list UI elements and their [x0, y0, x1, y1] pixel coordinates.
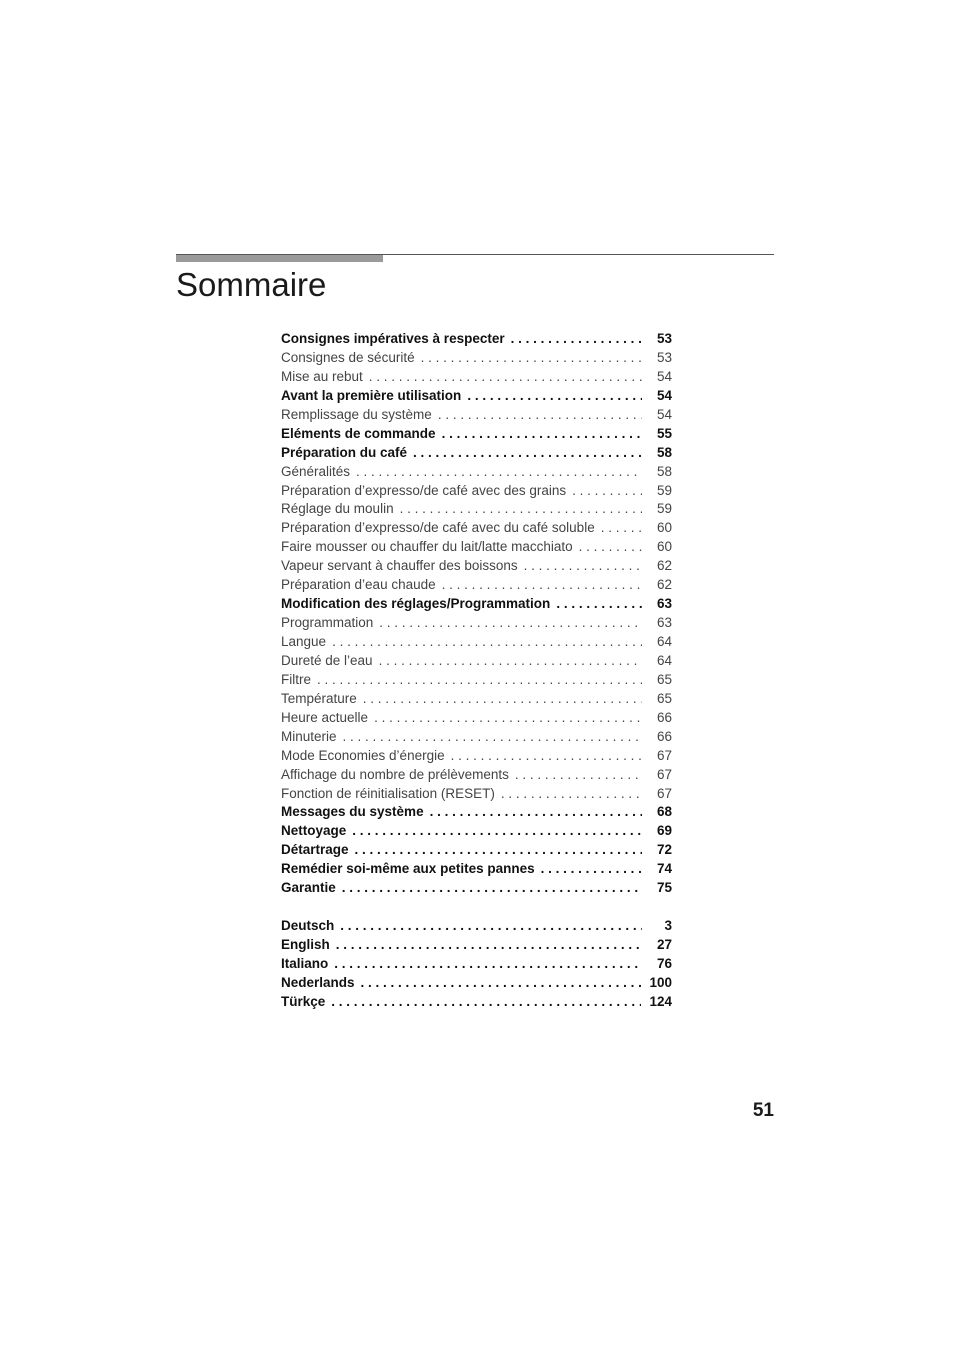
toc-dot-leader	[352, 822, 642, 841]
toc-entry[interactable]	[281, 917, 672, 936]
toc-entry[interactable]	[281, 879, 672, 898]
toc-entry[interactable]	[281, 936, 672, 955]
toc-entry-page: 3	[664, 918, 672, 934]
toc-dot-leader	[334, 955, 642, 974]
toc-entry[interactable]	[281, 841, 672, 860]
toc-entry-page: 69	[656, 823, 672, 839]
toc-dot-leader	[343, 728, 642, 747]
toc-entry[interactable]	[281, 425, 672, 444]
toc-entry-page: 54	[656, 387, 672, 403]
toc-entry-label: Garantie	[281, 880, 336, 896]
toc-entry-page: 63	[656, 596, 672, 612]
toc-dot-leader	[467, 387, 642, 406]
toc-entry-page: 62	[656, 577, 672, 593]
toc-entry[interactable]	[281, 614, 672, 633]
toc-dot-leader	[541, 860, 642, 879]
toc-entry-page: 59	[656, 501, 672, 517]
header-accent-bar	[176, 255, 383, 262]
toc-entry-page: 53	[656, 331, 672, 346]
toc-entry-label: Remplissage du système	[281, 406, 432, 422]
toc-dot-leader	[413, 444, 642, 463]
toc-entry-page: 64	[656, 634, 672, 649]
toc-entry-page: 54	[656, 368, 672, 384]
toc-entry-label: Mode Economies d’énergie	[281, 747, 445, 763]
toc-entry[interactable]	[281, 803, 672, 822]
page-number: 51	[752, 1100, 774, 1121]
toc-dot-leader	[379, 614, 642, 633]
toc-entry[interactable]	[281, 671, 672, 690]
toc-entry-page: 58	[656, 444, 672, 460]
toc-entry-label: Préparation d’expresso/de café avec du café soluble	[281, 520, 595, 536]
toc-entry-page: 63	[656, 615, 672, 631]
toc-entry-label: Programmation	[281, 615, 374, 631]
toc-entry-label: Filtre	[281, 671, 311, 687]
toc-entry[interactable]	[281, 519, 672, 538]
toc-dot-leader	[442, 425, 642, 444]
toc-entry-page: 60	[656, 520, 672, 536]
toc-entry-label: Langue	[281, 634, 327, 649]
toc-entry-page: 66	[656, 709, 672, 725]
toc-entry-label: Affichage du nombre de prélèvements	[281, 766, 509, 782]
toc-entry[interactable]	[281, 463, 672, 482]
toc-entry-label: Deutsch	[281, 918, 335, 934]
toc-entry[interactable]	[281, 482, 672, 501]
toc-entry-page: 60	[656, 539, 672, 555]
toc-dot-leader	[400, 500, 642, 519]
toc-entry-page: 67	[656, 766, 672, 782]
toc-dot-leader	[442, 576, 642, 595]
toc-entry-label: Réglage du moulin	[281, 501, 394, 517]
toc-entry-page: 59	[656, 482, 672, 498]
toc-entry-page: 55	[656, 425, 672, 441]
toc-entry-label: Température	[281, 690, 357, 706]
toc-dot-leader	[361, 974, 642, 993]
toc-dot-leader	[515, 766, 642, 785]
toc-entry-label: Fonction de réinitialisation (RESET)	[281, 785, 495, 801]
toc-entry[interactable]	[281, 576, 672, 595]
page-title: Sommaire	[176, 266, 327, 303]
toc-entry-label: Eléments de commande	[281, 425, 436, 441]
toc-entry-page: 68	[656, 804, 672, 820]
toc-entry[interactable]	[281, 690, 672, 709]
toc-entry-label: Mise au rebut	[281, 368, 363, 384]
toc-entry[interactable]	[281, 652, 672, 671]
toc-entry-label: Türkçe	[281, 993, 326, 1009]
toc-dot-leader	[601, 519, 642, 538]
toc-entry[interactable]	[281, 993, 672, 1012]
toc-dot-leader	[340, 917, 642, 936]
toc-entry-page: 27	[656, 937, 672, 952]
toc-dot-leader	[438, 406, 642, 425]
toc-entry-label: Remédier soi-même aux petites pannes	[281, 861, 535, 877]
toc-entry-label: Détartrage	[281, 842, 349, 858]
toc-entry-page: 65	[656, 671, 672, 687]
toc-entry-page: 62	[656, 558, 672, 574]
toc-entry-page: 65	[656, 690, 672, 706]
toc-entry-page: 58	[656, 463, 672, 479]
toc-entry[interactable]	[281, 747, 672, 766]
toc-entry-page: 76	[656, 955, 672, 971]
toc-entry[interactable]	[281, 633, 672, 652]
toc-dot-leader	[511, 330, 642, 349]
toc-entry[interactable]	[281, 406, 672, 425]
toc-entry[interactable]	[281, 595, 672, 614]
toc-dot-leader	[332, 633, 642, 652]
toc-dot-leader	[421, 349, 642, 368]
toc-entry-label: Minuterie	[281, 728, 337, 744]
toc-dot-leader	[556, 595, 642, 614]
toc-dot-leader	[355, 841, 642, 860]
toc-dot-leader	[501, 785, 642, 804]
toc-dot-leader	[342, 879, 642, 898]
toc-entry-label: Généralités	[281, 463, 351, 479]
toc-dot-leader	[363, 690, 642, 709]
toc-entry[interactable]	[281, 538, 672, 557]
toc-entry-label: Modification des réglages/Programmation	[281, 596, 551, 612]
toc-dot-leader	[336, 936, 642, 955]
toc-entry[interactable]	[281, 330, 672, 349]
toc-dot-leader	[451, 747, 642, 766]
toc-entry-page: 54	[656, 406, 672, 422]
toc-entry-label: Avant la première utilisation	[281, 387, 462, 403]
toc-entry[interactable]	[281, 728, 672, 747]
toc-entry-label: Faire mousser ou chauffer du lait/latte macchiato	[281, 539, 573, 555]
toc-entry[interactable]	[281, 974, 672, 993]
toc-entry-label: Consignes impératives à respecter	[281, 331, 505, 346]
toc-dot-leader	[572, 482, 642, 501]
toc-dot-leader	[369, 368, 642, 387]
toc-dot-leader	[379, 652, 642, 671]
toc-entry-page: 53	[656, 349, 672, 365]
toc-entry-label: Consignes de sécurité	[281, 349, 415, 365]
toc-dot-leader	[524, 557, 642, 576]
toc-entry-label: Nettoyage	[281, 823, 347, 839]
toc-entry-label: Heure actuelle	[281, 709, 369, 725]
toc-entry[interactable]	[281, 500, 672, 519]
toc-entry-page: 75	[656, 880, 672, 896]
toc-entry-page: 64	[656, 652, 672, 668]
toc-entry-label: Nederlands	[281, 974, 355, 990]
toc-entry-label: Préparation d’eau chaude	[281, 577, 436, 593]
table-of-contents	[281, 330, 672, 1012]
toc-entry-label: Préparation du café	[281, 444, 408, 460]
toc-entry[interactable]	[281, 349, 672, 368]
toc-entry-label: Messages du système	[281, 804, 424, 820]
toc-dot-leader	[317, 671, 642, 690]
toc-entry-page: 74	[656, 861, 672, 877]
toc-entry-page: 67	[656, 747, 672, 763]
toc-entry[interactable]	[281, 860, 672, 879]
toc-entry[interactable]	[281, 955, 672, 974]
toc-entry[interactable]	[281, 368, 672, 387]
toc-entry-page: 66	[656, 728, 672, 744]
toc-dot-leader	[430, 803, 642, 822]
toc-entry-label: Vapeur servant à chauffer des boissons	[281, 558, 518, 574]
toc-entry[interactable]	[281, 444, 672, 463]
toc-entry-page: 100	[649, 974, 672, 990]
toc-entry-label: Préparation d’expresso/de café avec des grains	[281, 482, 567, 498]
toc-dot-leader	[374, 709, 642, 728]
toc-entry[interactable]	[281, 709, 672, 728]
toc-entry[interactable]	[281, 785, 672, 804]
toc-entry-label: Italiano	[281, 955, 329, 971]
toc-dot-leader	[356, 463, 642, 482]
toc-entry[interactable]	[281, 766, 672, 785]
toc-entry-label: English	[281, 937, 330, 952]
toc-entry[interactable]	[281, 557, 672, 576]
toc-entry-page: 67	[656, 785, 672, 801]
toc-entry-page: 72	[656, 842, 672, 858]
toc-entry-label: Dureté de l’eau	[281, 652, 373, 668]
toc-entry-page: 124	[649, 993, 672, 1009]
toc-dot-leader	[579, 538, 642, 557]
toc-entry[interactable]	[281, 387, 672, 406]
toc-dot-leader	[331, 993, 641, 1012]
toc-entry[interactable]	[281, 822, 672, 841]
